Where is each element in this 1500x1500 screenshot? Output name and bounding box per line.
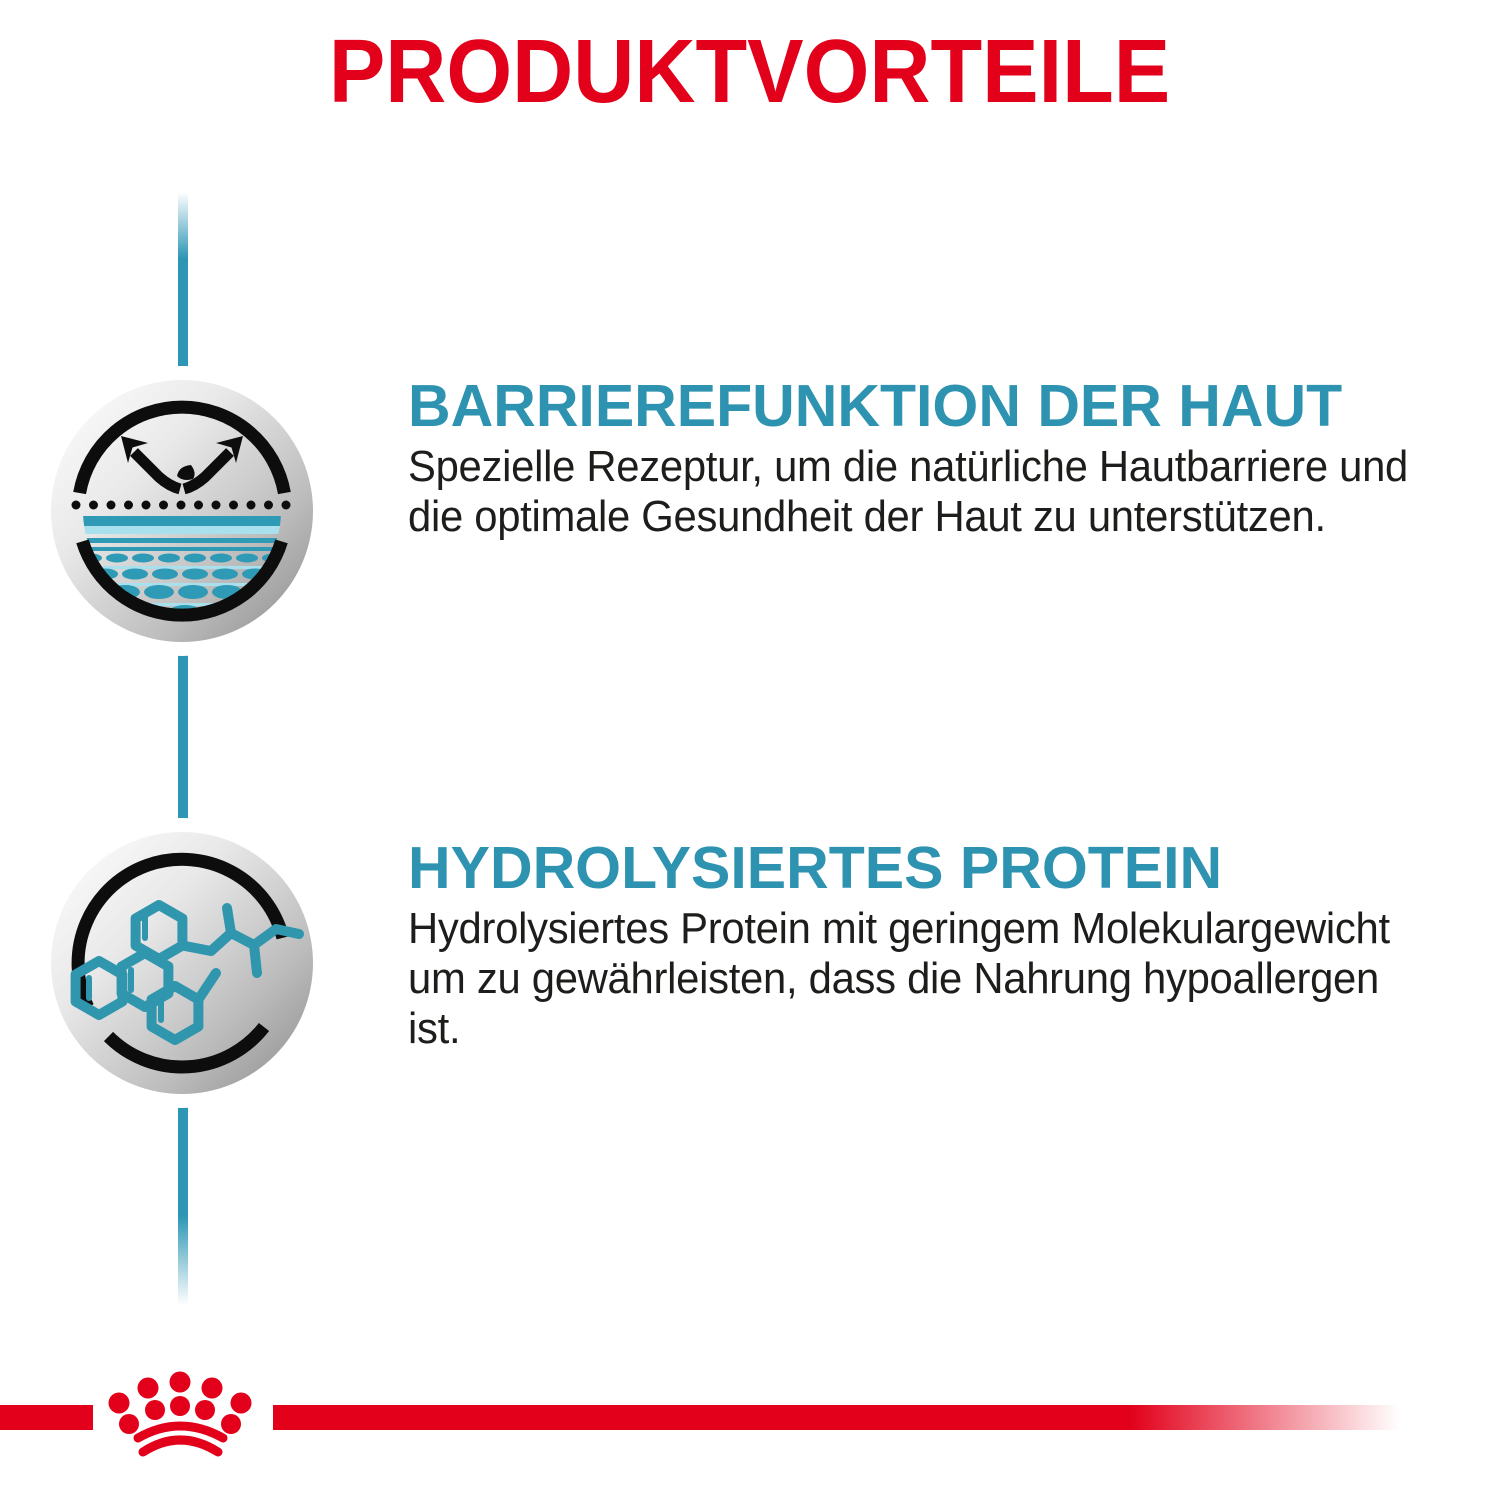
footer-red-bar-right — [273, 1405, 1400, 1430]
benefit-section-hydrolyzed-protein — [408, 835, 1483, 1054]
skin-barrier-icon — [51, 380, 313, 642]
benefit-description: Spezielle Rezeptur, um die natürliche Hautbarriere und die optimale Gesundheit der Haut zu unterstützen. — [408, 442, 1409, 541]
page-title-text: PRODUKTVORTEILE — [329, 22, 1171, 122]
benefit-description: Hydrolysiertes Protein mit geringem Molekulargewicht um zu gewährleisten, dass die Nahrung hypoallergen ist. — [408, 904, 1390, 1053]
royal-canin-crown-logo — [83, 1366, 283, 1466]
timeline-vertical-line — [178, 192, 188, 1305]
page-title — [0, 22, 1500, 122]
benefit-heading: BARRIEREFUNKTION DER HAUT — [408, 373, 1343, 439]
metal-circle — [51, 380, 313, 642]
footer-red-bar-left — [0, 1405, 93, 1430]
hydrolyzed-protein-molecule-icon — [51, 832, 313, 1094]
benefit-heading: HYDROLYSIERTES PROTEIN — [408, 835, 1223, 901]
skin-barrier-icon-svg — [51, 380, 313, 642]
benefit-section-skin-barrier — [408, 373, 1483, 542]
protein-molecule-icon-svg — [51, 832, 313, 1094]
